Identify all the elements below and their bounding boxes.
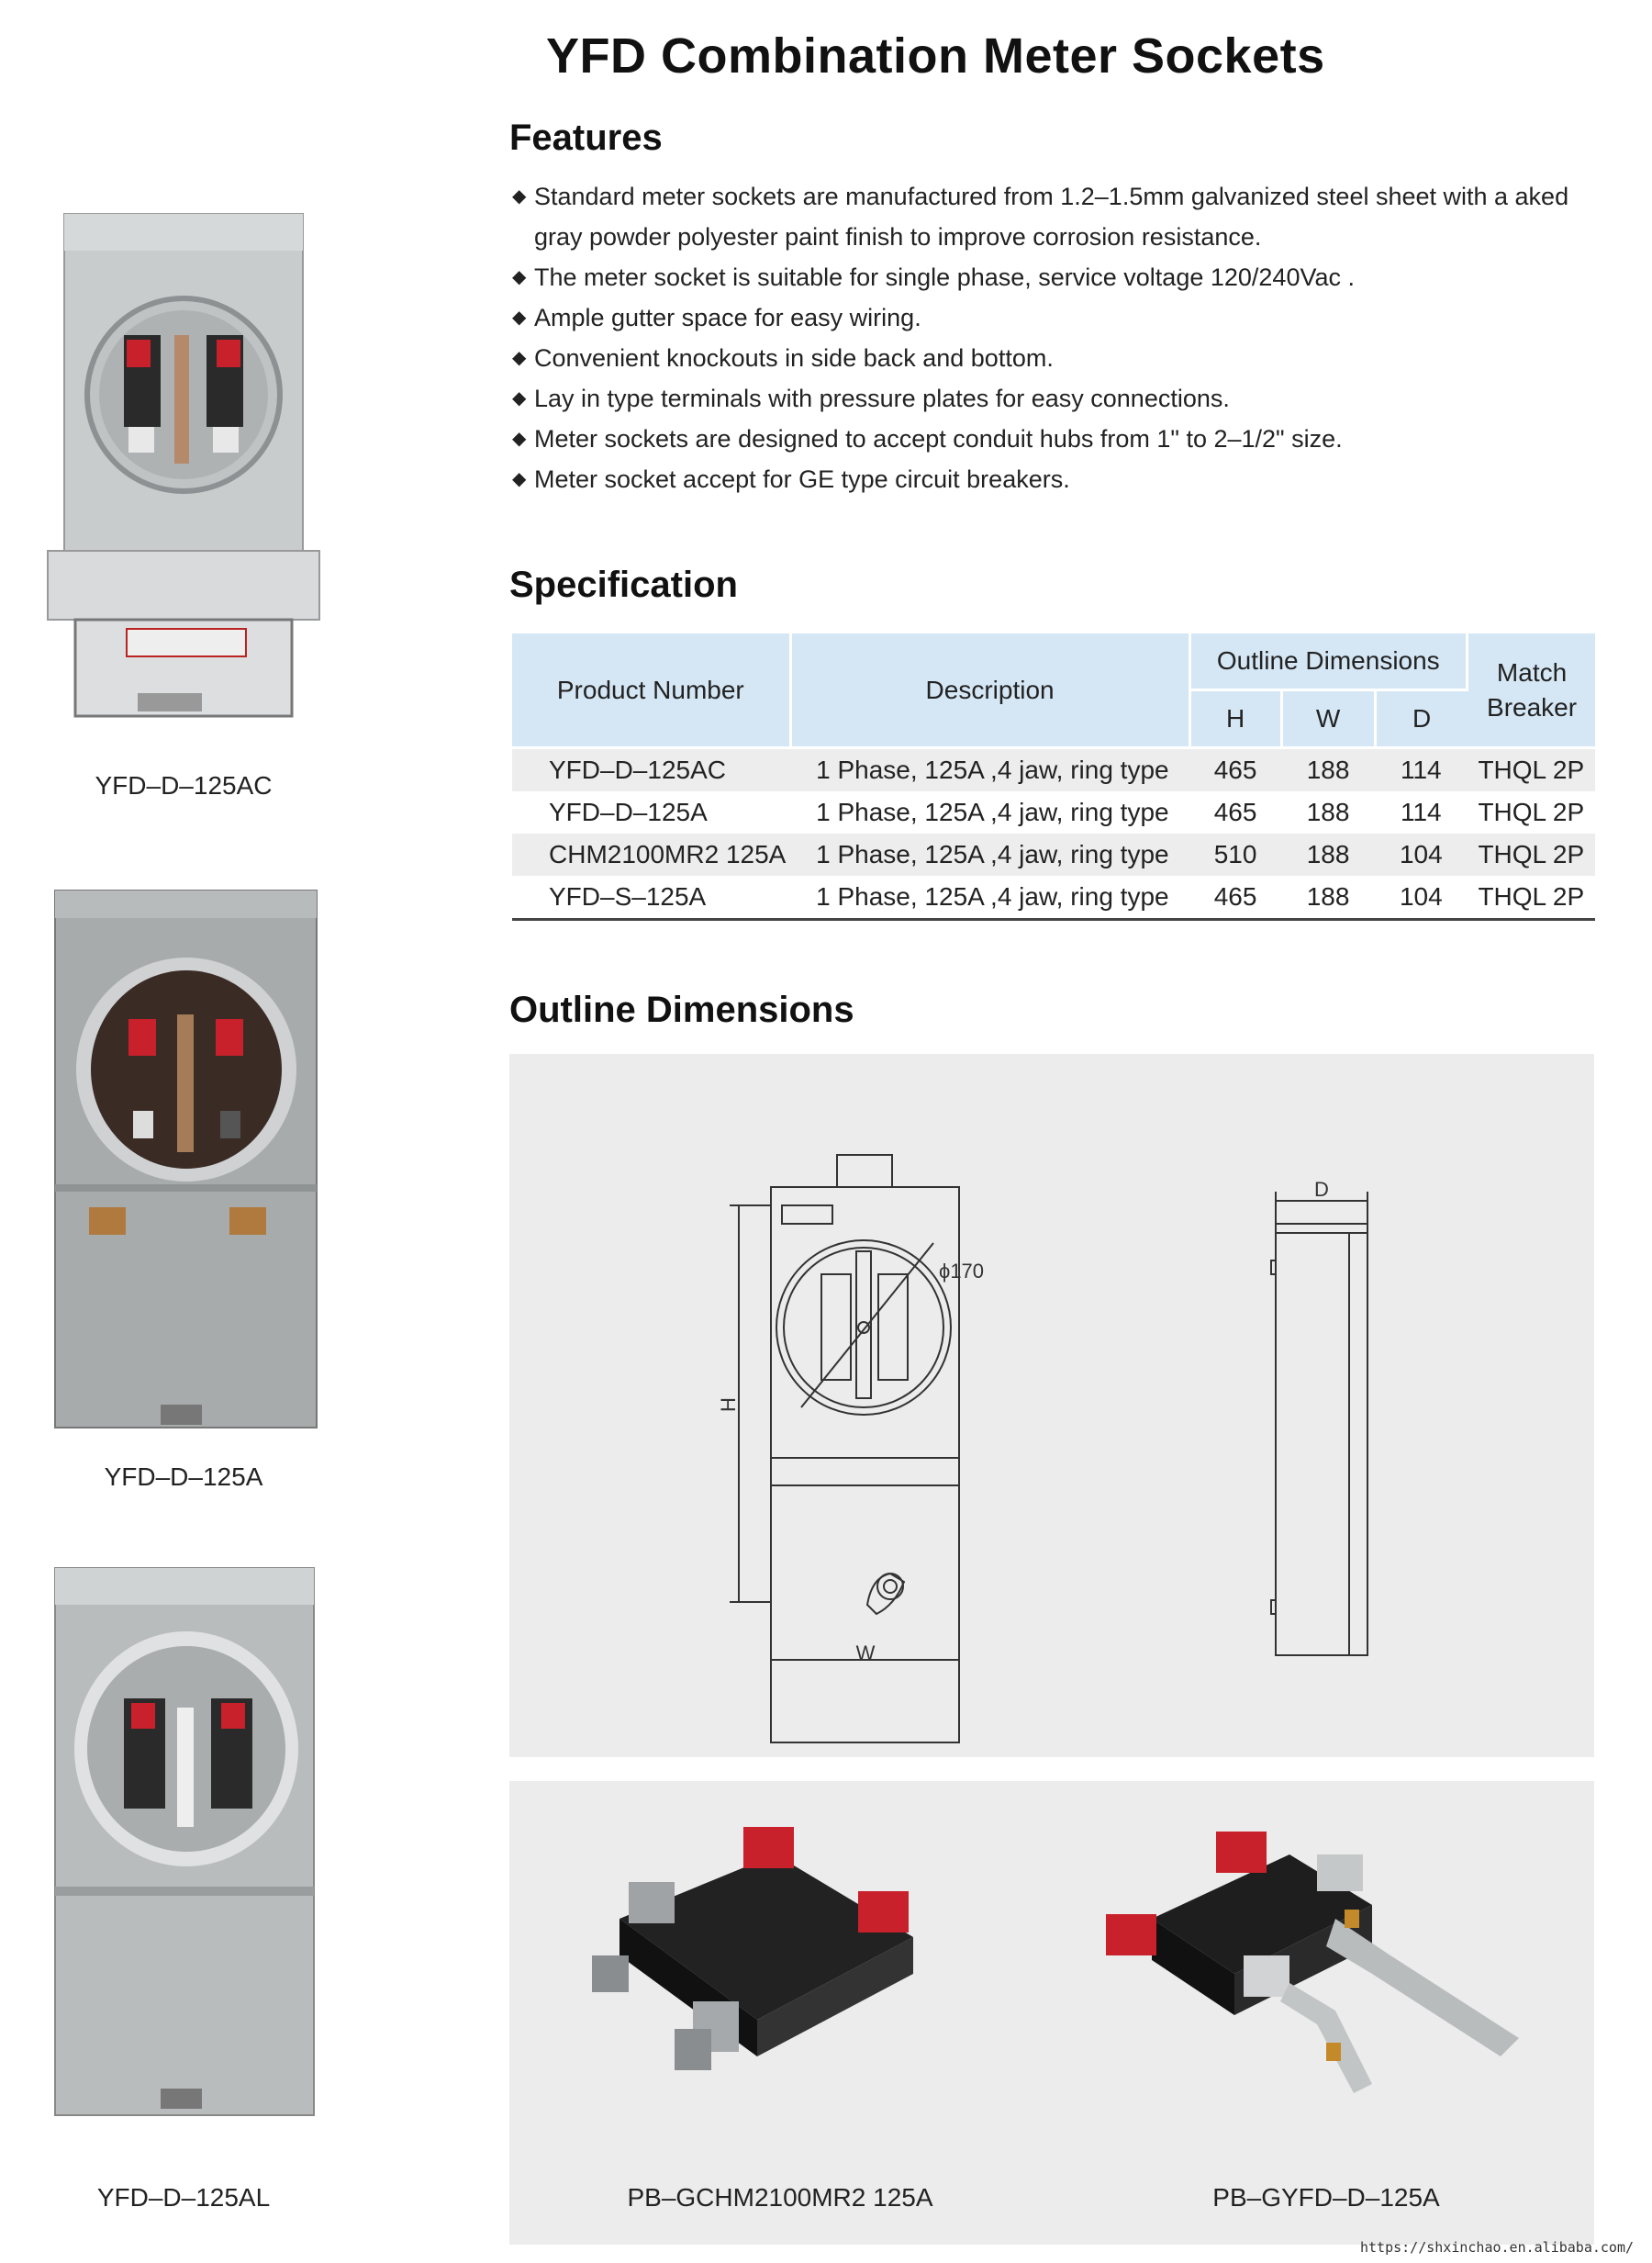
cell-h: 465 <box>1213 798 1257 826</box>
col-description: Description <box>790 633 1189 748</box>
bullet-icon: ◆ <box>512 308 527 328</box>
cell-h: 465 <box>1189 748 1281 792</box>
cell-product: YFD–D–125AC <box>512 748 790 792</box>
bullet-icon: ◆ <box>512 429 527 449</box>
dim-label-d: D <box>1314 1178 1329 1201</box>
feature-item: ◆ The meter socket is suitable for single phase, service voltage 120/240Vac . <box>512 257 1604 297</box>
page-title: YFD Combination Meter Sockets <box>546 28 1325 84</box>
outline-drawing-panel <box>509 1054 1594 1757</box>
col-match-breaker: Match Breaker <box>1468 633 1595 748</box>
col-outline-dimensions: Outline Dimensions <box>1189 633 1468 690</box>
cell-d: 104 <box>1399 882 1443 911</box>
cell-d: 104 <box>1375 834 1468 876</box>
bullet-icon: ◆ <box>512 469 527 489</box>
feature-item: ◆ Lay in type terminals with pressure plates for easy connections. <box>512 378 1604 419</box>
cell-breaker: THQL 2P <box>1468 748 1595 792</box>
feature-item: ◆ Standard meter sockets are manufactured from 1.2–1.5mm galvanized steel sheet with a aked gray powder polyester paint finish to improve corrosion resistance. <box>512 176 1604 257</box>
cell-h: 465 <box>1213 882 1257 911</box>
cell-description: 1 Phase, 125A ,4 jaw, ring type <box>816 798 1169 826</box>
cell-product: YFD–S–125A <box>549 882 707 911</box>
cell-breaker: THQL 2P <box>1478 798 1585 826</box>
dim-label-h: H <box>717 1397 740 1412</box>
cell-d: 114 <box>1375 748 1468 792</box>
cell-breaker: THQL 2P <box>1468 834 1595 876</box>
table-row <box>512 748 1595 792</box>
feature-item: ◆ Convenient knockouts in side back and bottom. <box>512 338 1604 378</box>
cell-description: 1 Phase, 125A ,4 jaw, ring type <box>790 834 1189 876</box>
table-row <box>512 834 1595 876</box>
bullet-icon: ◆ <box>512 186 527 207</box>
cell-description: 1 Phase, 125A ,4 jaw, ring type <box>790 748 1189 792</box>
feature-item: ◆ Meter socket accept for GE type circuit breakers. <box>512 459 1604 499</box>
feature-item: ◆ Ample gutter space for easy wiring. <box>512 297 1604 338</box>
col-h: H <box>1189 690 1281 748</box>
table-row <box>512 876 1595 920</box>
table-row <box>512 791 1595 834</box>
specification-heading: Specification <box>509 565 738 605</box>
dim-label-w: W <box>855 1641 876 1664</box>
features-list <box>512 176 1604 499</box>
product-caption: YFD–D–125AC <box>95 771 273 800</box>
outline-drawing <box>509 1054 1594 1757</box>
col-product-number: Product Number <box>512 633 790 748</box>
cell-w: 188 <box>1306 798 1350 826</box>
features-heading: Features <box>509 118 663 158</box>
cell-w: 188 <box>1281 748 1375 792</box>
base-photo-pb-gchm2100mr2 <box>583 1818 950 2093</box>
bullet-icon: ◆ <box>512 388 527 409</box>
feature-item: ◆ Meter sockets are designed to accept conduit hubs from 1" to 2–1/2" size. <box>512 419 1604 459</box>
base-photos-panel <box>509 1781 1594 2245</box>
product-caption: YFD–D–125AL <box>96 2183 271 2212</box>
base-caption: PB–GCHM2100MR2 125A <box>627 2183 933 2212</box>
base-caption: PB–GYFD–D–125A <box>1212 2183 1440 2212</box>
product-photo-yfd-d-125ac <box>46 207 321 748</box>
cell-breaker: THQL 2P <box>1478 882 1585 911</box>
cell-product: YFD–D–125A <box>549 798 708 826</box>
cell-product: CHM2100MR2 125A <box>512 834 790 876</box>
col-d: D <box>1375 690 1468 748</box>
cell-description: 1 Phase, 125A ,4 jaw, ring type <box>816 882 1169 911</box>
product-caption: YFD–D–125A <box>104 1462 263 1491</box>
product-photo-yfd-d-125al <box>50 1552 326 2121</box>
bullet-icon: ◆ <box>512 267 527 287</box>
col-w: W <box>1281 690 1375 748</box>
product-photo-yfd-d-125a <box>50 881 326 1432</box>
outline-heading: Outline Dimensions <box>509 990 854 1030</box>
cell-h: 510 <box>1189 834 1281 876</box>
base-photo-pb-gyfd-d-125a <box>1097 1818 1537 2121</box>
cell-w: 188 <box>1306 882 1350 911</box>
specification-table <box>512 633 1595 921</box>
cell-d: 114 <box>1400 798 1442 826</box>
bullet-icon: ◆ <box>512 348 527 368</box>
footer-url: https://shxinchao.en.alibaba.com/ <box>1359 2239 1634 2256</box>
dim-label-diameter: ϕ170 <box>939 1260 985 1283</box>
cell-w: 188 <box>1281 834 1375 876</box>
